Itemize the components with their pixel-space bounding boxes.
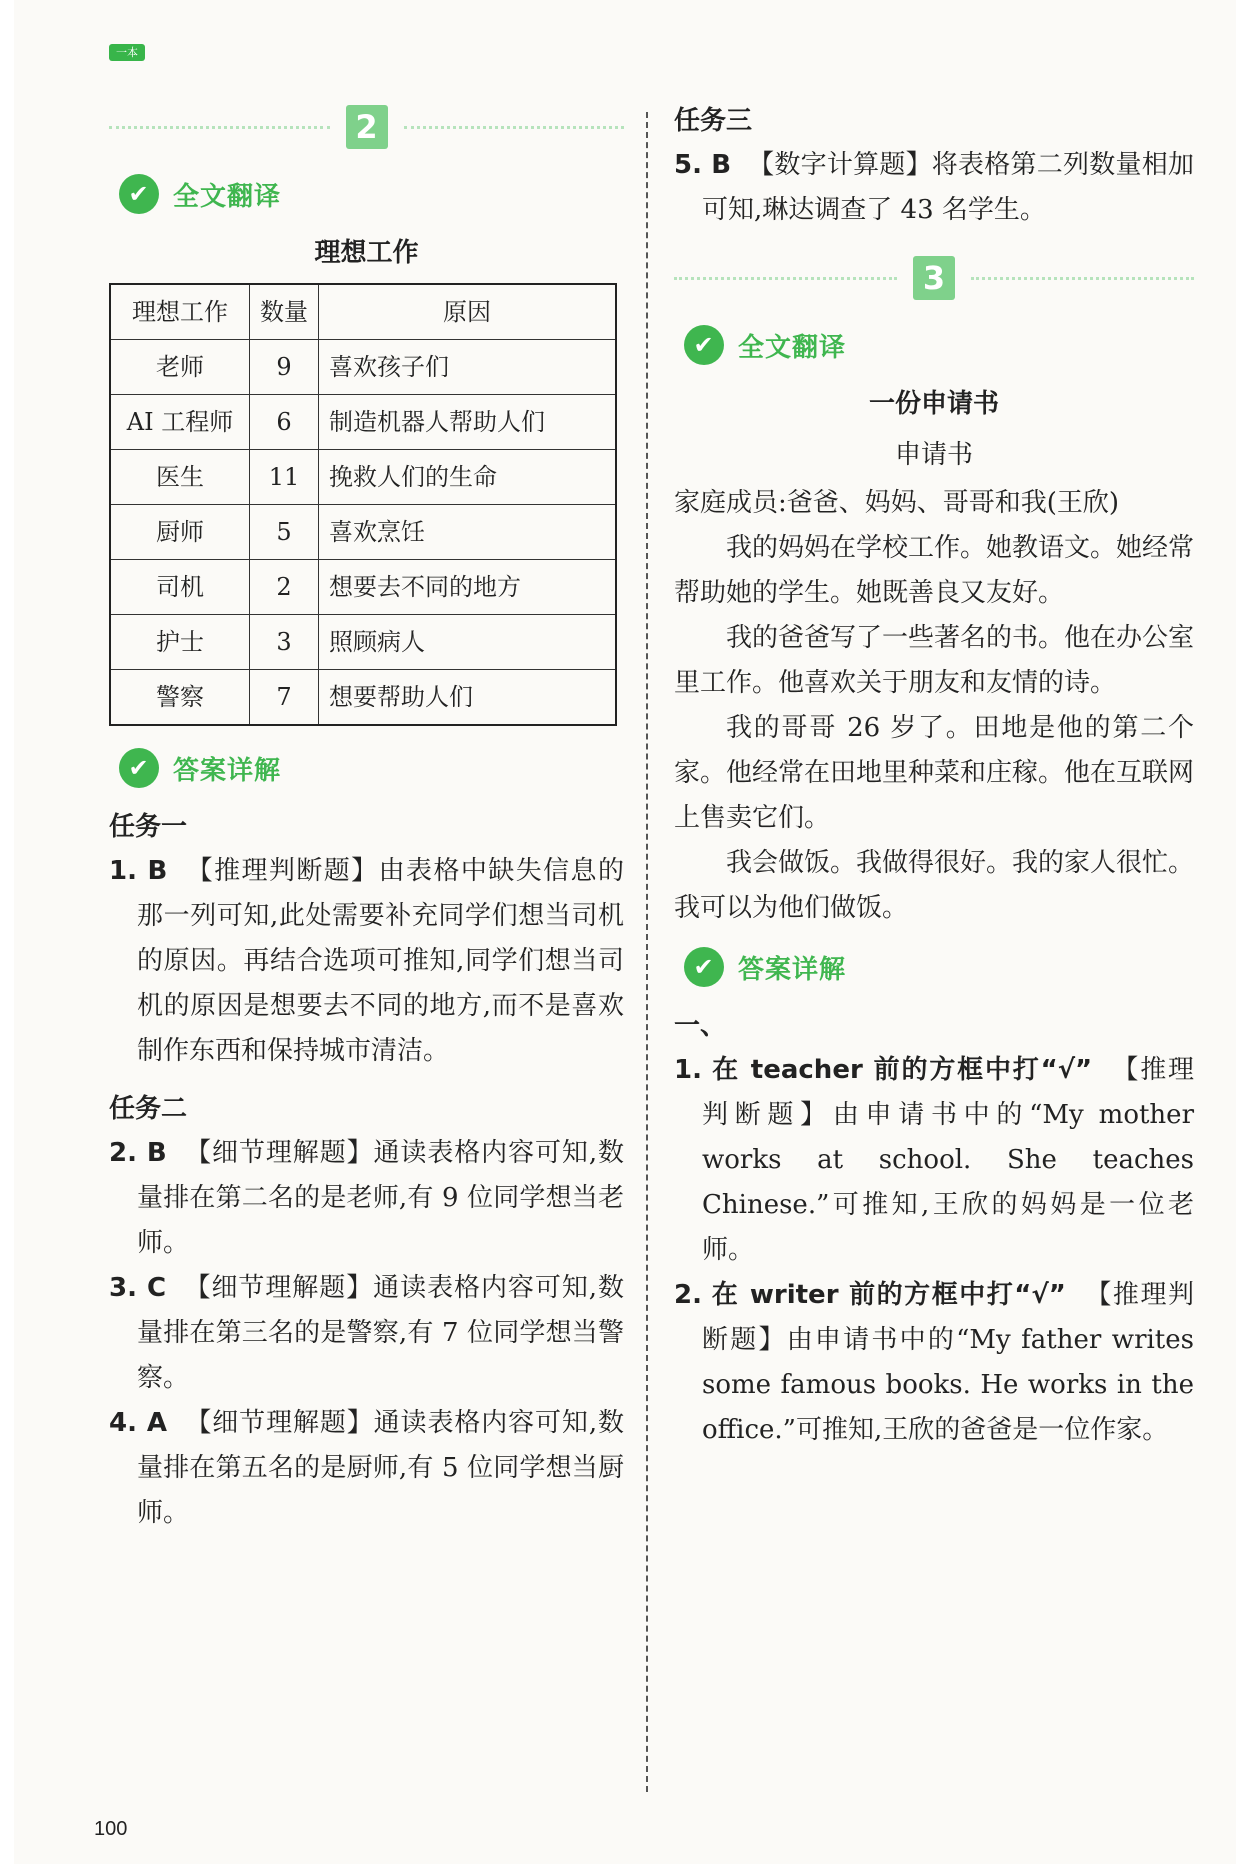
- table-row: 护士 3 照顾病人: [110, 615, 616, 670]
- paragraph: 我的爸爸写了一些著名的书。他在办公室里工作。他喜欢关于朋友和友情的诗。: [674, 623, 1195, 698]
- answer-heading: ✔ 答案详解: [119, 748, 624, 788]
- table-row: 警察 7 想要帮助人们: [110, 670, 616, 726]
- right-column: [674, 100, 1194, 1453]
- page-number: 100: [94, 1818, 128, 1840]
- section-badge: 3: [913, 256, 955, 300]
- table-header-row: [110, 284, 616, 340]
- check-icon: ✔: [684, 947, 724, 987]
- paragraph: 我的妈妈在学校工作。她教语文。她经常帮助她的学生。她既善良又友好。: [674, 533, 1195, 608]
- family-line: 家庭成员:爸爸、妈妈、哥哥和我(王欣): [674, 488, 1120, 518]
- table-row: 司机 2 想要去不同的地方: [110, 560, 616, 615]
- check-icon: ✔: [119, 748, 159, 788]
- part-1-heading: 一、: [674, 1011, 727, 1041]
- letter-title: 一份申请书: [868, 389, 999, 419]
- table-row: 医生 11 挽救人们的生命: [110, 450, 616, 505]
- section-badge: 2: [346, 105, 388, 149]
- section-number-2: [109, 100, 624, 154]
- answer-item-3: 3. C 【细节理解题】通读表格内容可知,数量排在第三名的是警察,有 7 位同学想当警察。: [109, 1273, 625, 1393]
- task-3-heading: 任务三: [674, 106, 753, 136]
- letter-subtitle: 申请书: [894, 440, 973, 470]
- answer-heading: ✔ 答案详解: [684, 947, 1194, 987]
- answer-item-a2: 2. 在 writer 前的方框中打“√” 【推理判断题】由申请书中的“My father writes some famous books. He works in the office.”可推知,王欣的爸爸是一位作家。: [674, 1280, 1194, 1445]
- left-column: [109, 100, 624, 1536]
- column-divider: [646, 112, 648, 1792]
- table-row: AI 工程师 6 制造机器人帮助人们: [110, 395, 616, 450]
- check-icon: ✔: [119, 174, 159, 214]
- table-title: 理想工作: [314, 238, 419, 268]
- table-header: 理想工作: [110, 284, 250, 340]
- answer-item-1: 1. B 【推理判断题】由表格中缺失信息的那一列可知,此处需要补充同学们想当司机的原因。再结合选项可推知,同学们想当司机的原因是想要去不同的地方,而不是喜欢制作东西和保持城市清洁。: [109, 856, 624, 1066]
- table-header: 原因: [319, 284, 617, 340]
- table-header: 数量: [250, 284, 319, 340]
- task-2-heading: 任务二: [109, 1094, 188, 1124]
- answer-item-2: 2. B 【细节理解题】通读表格内容可知,数量排在第二名的是老师,有 9 位同学想当老师。: [109, 1138, 625, 1258]
- answer-item-5: 5. B 【数字计算题】将表格第二列数量相加可知,琳达调查了 43 名学生。: [674, 150, 1194, 225]
- page: [14, 0, 1236, 1864]
- answer-item-4: 4. A 【细节理解题】通读表格内容可知,数量排在第五名的是厨师,有 5 位同学想当厨师。: [109, 1408, 624, 1528]
- jobs-table: [109, 283, 617, 726]
- answer-item-a1: 1. 在 teacher 前的方框中打“√” 【推理判断题】由申请书中的“My mother works at school. She teaches Chinese.”可推知,王欣的妈妈是一位老师。: [674, 1055, 1195, 1265]
- table-row: 老师 9 喜欢孩子们: [110, 340, 616, 395]
- translation-heading: ✔ 全文翻译: [684, 325, 1194, 365]
- publisher-logo: 一本: [109, 44, 145, 61]
- section-number-3: [674, 251, 1194, 305]
- paragraph: 我会做饭。我做得很好。我的家人很忙。我可以为他们做饭。: [674, 848, 1195, 923]
- task-1-heading: 任务一: [109, 812, 188, 842]
- translation-heading: ✔ 全文翻译: [119, 174, 624, 214]
- check-icon: ✔: [684, 325, 724, 365]
- paragraph: 我的哥哥 26 岁了。田地是他的第二个家。他经常在田地里种菜和庄稼。他在互联网上售卖它们。: [674, 713, 1195, 833]
- table-row: 厨师 5 喜欢烹饪: [110, 505, 616, 560]
